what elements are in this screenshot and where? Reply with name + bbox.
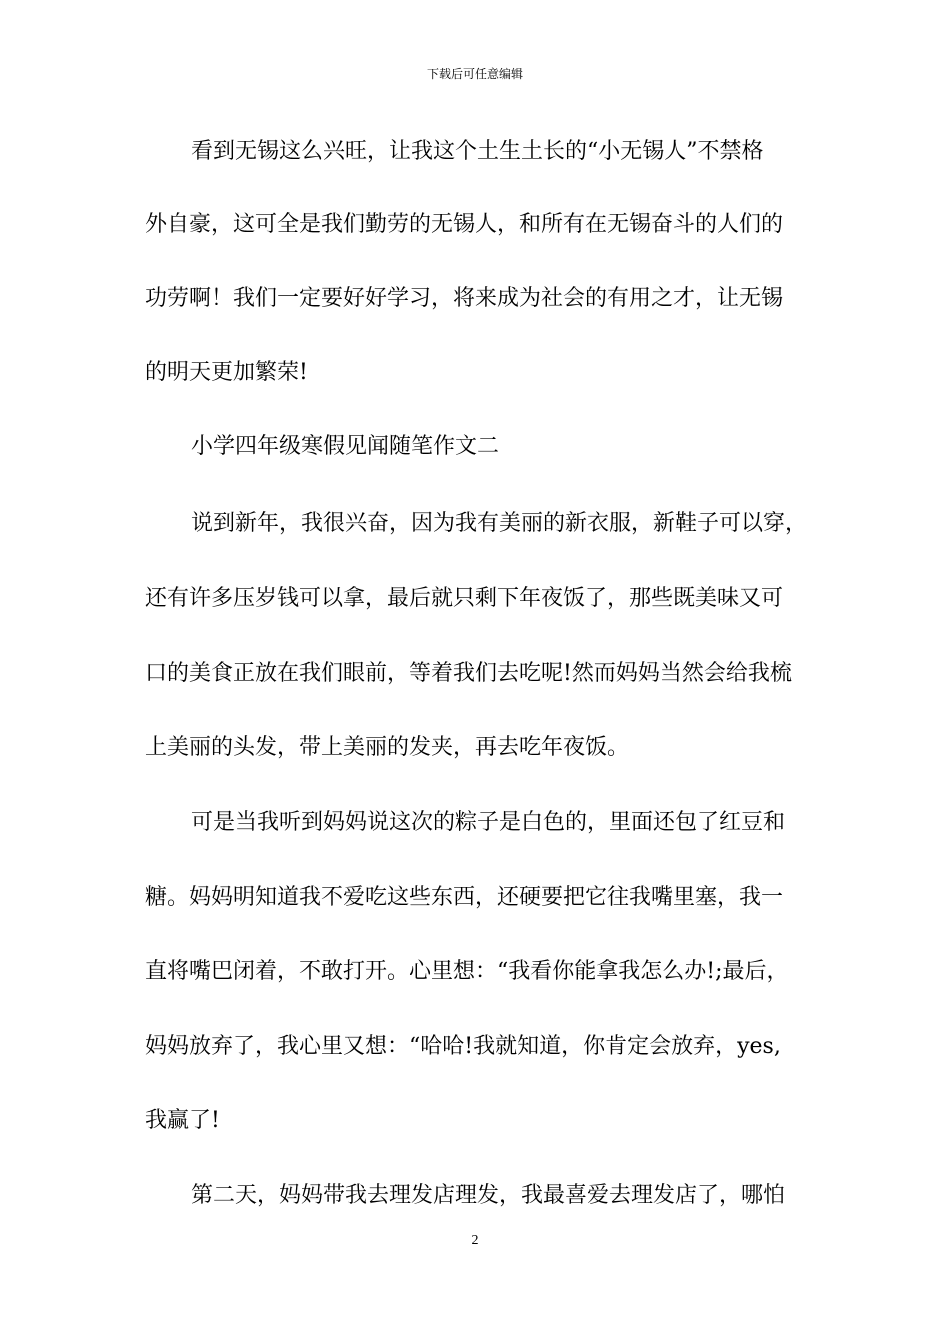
text-line: 的明天更加繁荣! bbox=[145, 360, 308, 385]
text-line: 看到无锡这么兴旺，让我这个土生土长的“小无锡人”不禁格 bbox=[191, 139, 764, 164]
text-line: 可是当我听到妈妈说这次的粽子是白色的，里面还包了红豆和 bbox=[191, 810, 786, 835]
text-line: 第二天，妈妈带我去理发店理发，我最喜爱去理发店了，哪怕 bbox=[191, 1183, 786, 1208]
text-line: 外自豪，这可全是我们勤劳的无锡人，和所有在无锡奋斗的人们的 bbox=[145, 212, 784, 237]
text-line: 我赢了! bbox=[145, 1108, 220, 1133]
text-line: 口的美食正放在我们眼前，等着我们去吃呢!然而妈妈当然会给我梳 bbox=[145, 661, 792, 686]
text-line: 说到新年，我很兴奋，因为我有美丽的新衣服，新鞋子可以穿， bbox=[191, 511, 808, 536]
text-line: 上美丽的头发，带上美丽的发夹，再去吃年夜饭。 bbox=[145, 735, 630, 760]
page-number: 2 bbox=[471, 1233, 479, 1248]
text-line: 糖。妈妈明知道我不爱吃这些东西，还硬要把它往我嘴里塞，我一 bbox=[145, 885, 784, 910]
text-line: 妈妈放弃了，我心里又想：“哈哈!我就知道，你肯定会放弃，yes, bbox=[145, 1034, 781, 1059]
text-line: 直将嘴巴闭着，不敢打开。心里想：“我看你能拿我怎么办!;最后， bbox=[145, 959, 789, 984]
section-title: 小学四年级寒假见闻随笔作文二 bbox=[191, 434, 500, 459]
page-header: 下载后可任意编辑 bbox=[426, 67, 523, 81]
text-line: 功劳啊！我们一定要好好学习，将来成为社会的有用之才，让无锡 bbox=[145, 286, 784, 311]
text-line: 还有许多压岁钱可以拿，最后就只剩下年夜饭了，那些既美味又可 bbox=[145, 586, 784, 611]
